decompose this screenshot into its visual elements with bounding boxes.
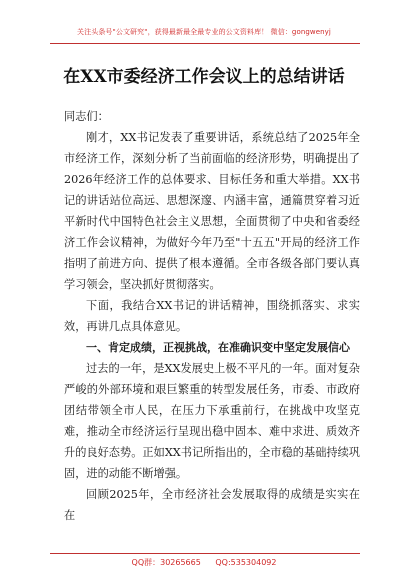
- footer-divider: [50, 553, 360, 554]
- footer-qq-group: QQ群：30265665: [131, 558, 201, 567]
- body-paragraph: 回顾2025年，全市经济社会发展取得的成绩是实实在在: [64, 488, 360, 522]
- section-heading: 一、肯定成绩，正视挑战，在准确识变中坚定发展信心: [86, 341, 350, 354]
- document-body: [64, 106, 360, 526]
- body-paragraph: 刚才，XX书记发表了重要讲话，系统总结了2025年全市经济工作，深刻分析了当前面临的经济形势，明确提出了2026年经济工作的总体要求、目标任务和重大举措。XX书记的讲话站位高远、思想深邃、内涵丰富，通篇贯穿着习近平新时代中国特色社会主义思想，全面贯彻了中央和省委经济工作会议精神，为做好今年乃至"十五五"开局的经济工作指明了前进方向、提供了根本遵循。全市各级各部门要认真学习领会，坚决抓好贯彻落实。: [64, 131, 360, 291]
- footer-contact: [0, 557, 408, 568]
- body-paragraph: 下面，我结合XX书记的讲话精神，围绕抓落实、求实效，再讲几点具体意见。: [64, 299, 360, 333]
- salutation: 同志们：: [64, 110, 109, 123]
- body-paragraph: 过去的一年，是XX发展史上极不平凡的一年。面对复杂严峻的外部环境和艰巨繁重的转型发展任务，市委、市政府团结带领全市人民，在压力下承重前行，在挑战中攻坚克难，推动全市经济运行呈现出稳中固本、难中求进、质效齐升的良好态势。正如XX书记所指出的，全市稳的基础持续巩固，进的动能不断增强。: [64, 362, 360, 480]
- header-divider: [50, 43, 360, 44]
- document-title: 在XX市委经济工作会议上的总结讲话: [63, 67, 345, 87]
- footer-qq: QQ:535304092: [215, 558, 277, 567]
- header-promo-note: 关注头条号"公文研究"，获得最新最全最专业的公文资料库！ 微信：gongwenyj: [77, 28, 331, 36]
